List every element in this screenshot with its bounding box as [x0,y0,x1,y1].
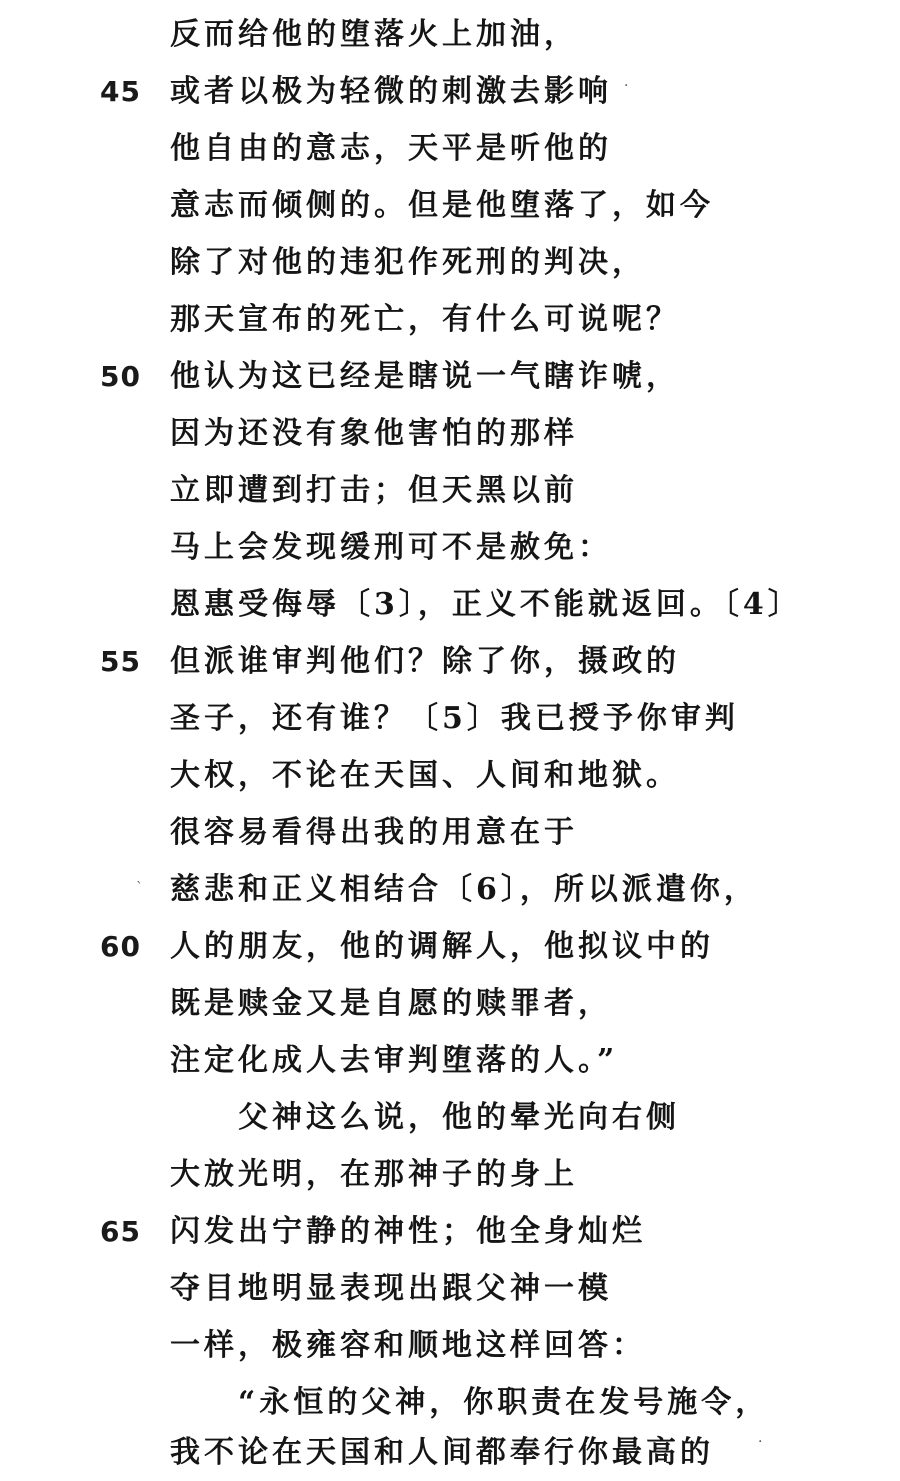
verse-line [0,975,900,1032]
verse-line [0,63,900,120]
verse-text: 他自由的意志，天平是听他的 [170,131,612,166]
scan-speck: ˋ [136,880,143,896]
verse-line [0,234,900,291]
verse-line [0,291,900,348]
verse-text: 注定化成人去审判堕落的人。” [170,1043,619,1078]
verse-text: 闪发出宁静的神性；他全身灿烂 [170,1214,646,1249]
verse-line [0,1317,900,1374]
verse-line [0,861,900,918]
verse-text: 但派谁审判他们？除了你，摄政的 [170,644,680,679]
verse-line [0,1089,900,1146]
verse-text: 那天宣布的死亡，有什么可说呢？ [170,302,680,337]
verse-text: “永恒的父神，你职责在发号施令， [238,1385,770,1420]
verse-line [0,1032,900,1089]
line-number: 45 [100,75,141,108]
verse-text: 除了对他的违犯作死刑的判决， [170,245,646,280]
verse-text: 圣子，还有谁？〔5〕我已授予你审判 [170,701,739,736]
verse-line [0,1203,900,1260]
verse-line [0,1424,900,1481]
verse-line [0,1146,900,1203]
verse-line [0,120,900,177]
verse-text: 恩惠受侮辱〔3〕，正义不能就返回。〔4〕 [170,587,802,622]
verse-line [0,918,900,975]
verse-text: 大权，不论在天国、人间和地狱。 [170,758,680,793]
verse-line [0,6,900,63]
verse-text: 他认为这已经是瞎说一气瞎诈唬， [170,359,680,394]
scan-speck: · [624,78,629,94]
verse-text: 马上会发现缓刑可不是赦免： [170,530,612,565]
verse-line [0,348,900,405]
line-number: 60 [100,930,141,963]
verse-line [0,177,900,234]
verse-line [0,576,900,633]
verse-text: 既是赎金又是自愿的赎罪者， [170,986,612,1021]
verse-text: 慈悲和正义相结合〔6〕，所以派遣你， [170,872,758,907]
verse-line [0,1260,900,1317]
line-number: 65 [100,1215,141,1248]
verse-line [0,519,900,576]
verse-line [0,405,900,462]
verse-line [0,690,900,747]
verse-text: 大放光明，在那神子的身上 [170,1157,578,1192]
verse-line [0,747,900,804]
verse-text: 或者以极为轻微的刺激去影响 [170,74,612,109]
verse-line [0,1374,900,1431]
verse-text: 夺目地明显表现出跟父神一模 [170,1271,612,1306]
line-number: 50 [100,360,141,393]
verse-line [0,804,900,861]
verse-text: 很容易看得出我的用意在于 [170,815,578,850]
verse-text: 立即遭到打击；但天黑以前 [170,473,578,508]
scan-speck: · [758,1434,763,1450]
verse-text: 一样，极雍容和顺地这样回答： [170,1328,646,1363]
verse-text: 人的朋友，他的调解人，他拟议中的 [170,929,714,964]
verse-line [0,633,900,690]
verse-line [0,462,900,519]
verse-text: 意志而倾侧的。但是他堕落了，如今 [170,188,714,223]
line-number: 55 [100,645,141,678]
verse-text: 我不论在天国和人间都奉行你最高的 [170,1435,714,1470]
verse-text: 反而给他的堕落火上加油， [170,17,578,52]
verse-text: 父神这么说，他的晕光向右侧 [238,1100,680,1135]
verse-text: 因为还没有象他害怕的那样 [170,416,578,451]
